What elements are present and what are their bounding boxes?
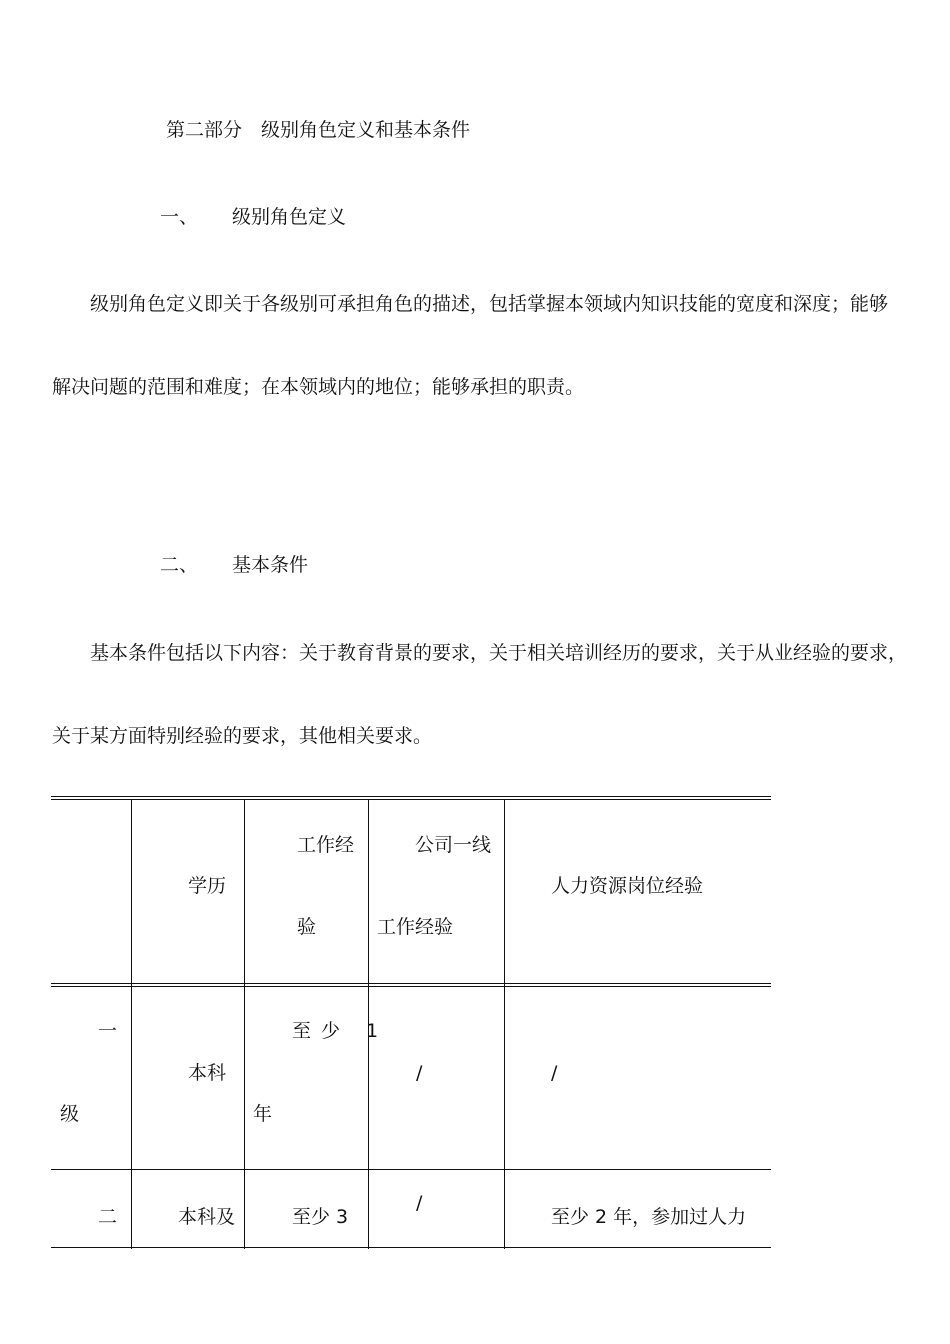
cell-level: 一 <box>98 1020 118 1042</box>
cell-work-experience: 至少 1 <box>292 1020 389 1042</box>
table-column-rule <box>244 799 245 1249</box>
header-frontline-experience: 公司一线 <box>415 834 492 856</box>
cell-frontline-experience: / <box>416 1192 423 1214</box>
heading-basic-conditions <box>160 553 308 577</box>
header-education: 学历 <box>188 875 227 897</box>
cell-hr-experience: 至少 2 年，参加过人力 <box>551 1206 747 1228</box>
table-row-rule <box>51 1169 771 1170</box>
cell-hr-experience: / <box>551 1062 558 1084</box>
cell-level: 二 <box>98 1206 118 1228</box>
header-work-experience: 工作经 <box>297 834 355 856</box>
heading-number: 二、 <box>160 554 199 576</box>
section-title: 第二部分 级别角色定义和基本条件 <box>166 119 471 141</box>
table-row-rule <box>51 1247 771 1248</box>
cell-education: 本科及 <box>178 1206 236 1228</box>
paragraph-line: 关于某方面特别经验的要求，其他相关要求。 <box>52 725 433 747</box>
header-frontline-experience: 工作经验 <box>377 916 454 938</box>
heading-level-definition <box>160 205 346 229</box>
cell-work-experience: 至少 3 <box>292 1206 349 1228</box>
heading-label: 基本条件 <box>232 554 309 576</box>
table-column-rule <box>131 799 132 1249</box>
table-header-rule <box>51 983 771 984</box>
table-header-rule <box>51 986 771 987</box>
header-hr-experience: 人力资源岗位经验 <box>551 875 704 897</box>
cell-work-experience: 年 <box>253 1103 273 1125</box>
table-top-rule <box>51 796 771 797</box>
paragraph-line: 解决问题的范围和难度；在本领域内的地位；能够承担的职责。 <box>52 376 585 398</box>
header-work-experience: 验 <box>297 916 317 938</box>
heading-label: 级别角色定义 <box>232 206 347 228</box>
paragraph-line: 级别角色定义即关于各级别可承担角色的描述，包括掌握本领域内知识技能的宽度和深度；能够 <box>90 293 889 315</box>
cell-education: 本科 <box>188 1062 227 1084</box>
heading-number: 一、 <box>160 206 199 228</box>
paragraph-line: 基本条件包括以下内容：关于教育背景的要求，关于相关培训经历的要求，关于从业经验的要求， <box>90 642 908 664</box>
cell-level: 级 <box>60 1103 80 1125</box>
cell-frontline-experience: / <box>416 1062 423 1084</box>
table-column-rule <box>504 799 505 1249</box>
table-top-rule <box>51 799 771 800</box>
